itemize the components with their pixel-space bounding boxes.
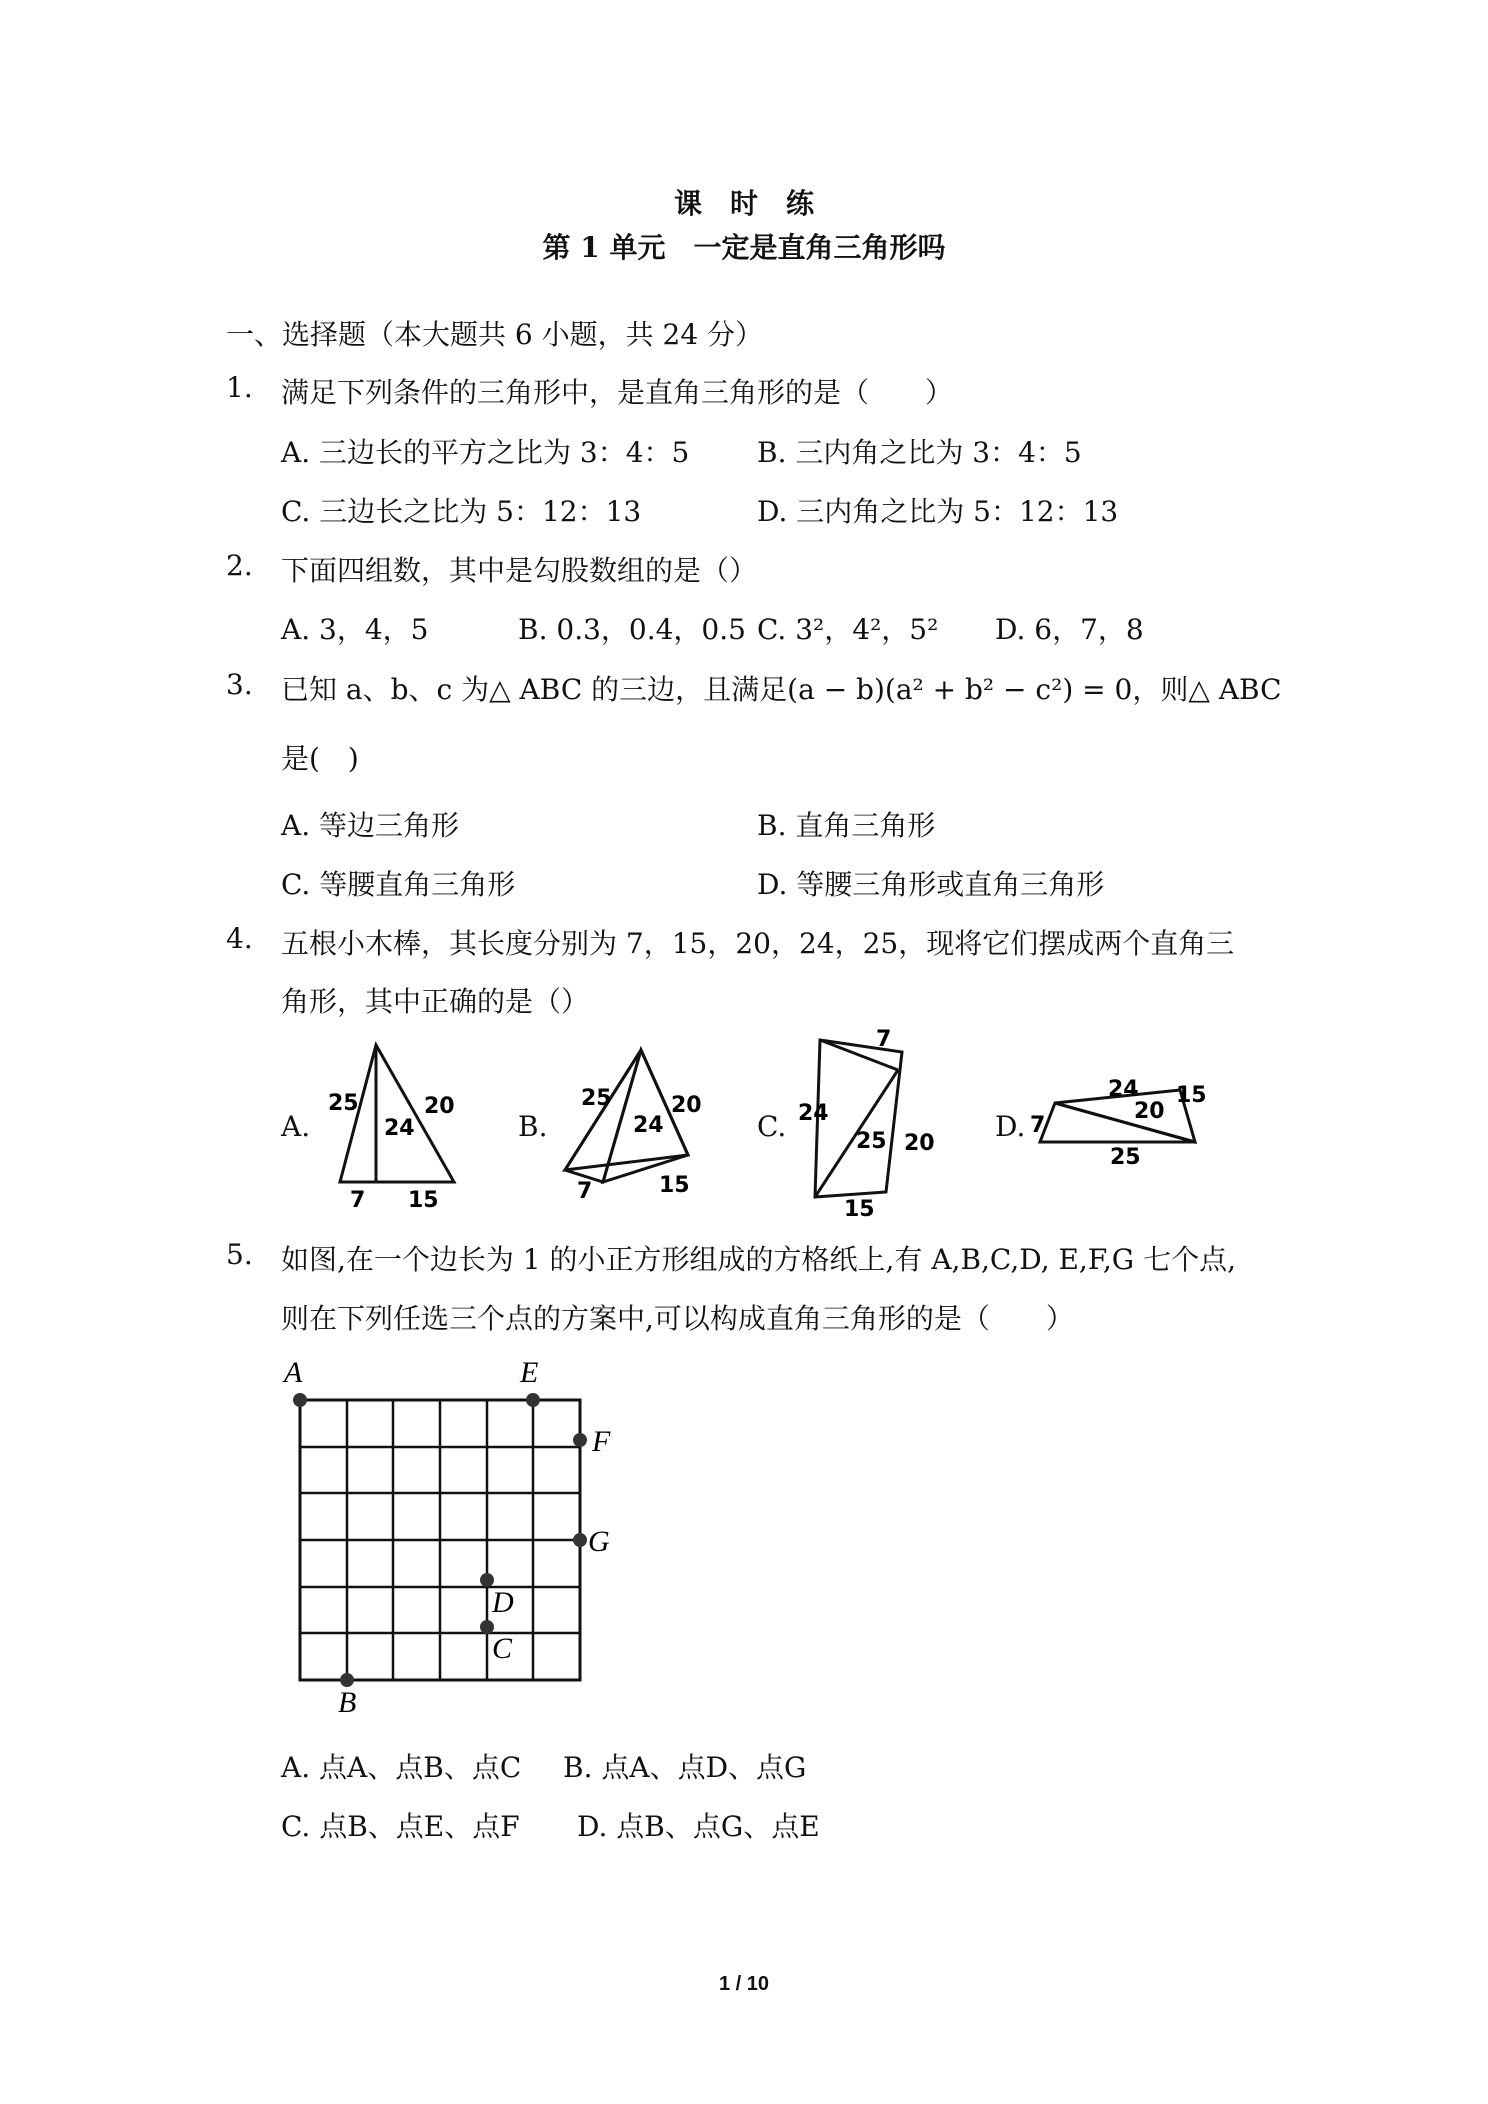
question-text-line2: 则在下列任选三个点的方案中,可以构成直角三角形的是（ ） <box>281 1302 1074 1335</box>
point-b-dot <box>340 1673 354 1687</box>
triangle-figure-a <box>320 1030 490 1210</box>
option-b: B. 直角三角形 <box>757 809 936 842</box>
figure-option-b-label: B. <box>518 1110 548 1143</box>
side-label: 15 <box>659 1173 690 1198</box>
side-label: 7 <box>876 1027 892 1052</box>
side-label: 7 <box>350 1188 366 1210</box>
grid-figure <box>270 1340 650 1740</box>
option-c: C. 等腰直角三角形 <box>281 868 516 901</box>
question-text-line1: 五根小木棒，其长度分别为 7，15，20，24，25，现将它们摆成两个直角三 <box>281 927 1235 960</box>
question-text-line2: 角形，其中正确的是（） <box>281 985 590 1018</box>
side-label: 20 <box>671 1093 702 1118</box>
side-label: 25 <box>1110 1145 1141 1170</box>
figure-option-c-label: C. <box>757 1110 787 1143</box>
option-c: C. 3²，4²，5² <box>757 613 939 646</box>
document-subtitle: 第 1 单元 一定是直角三角形吗 <box>542 231 946 264</box>
section-heading: 一、选择题（本大题共 6 小题，共 24 分） <box>226 318 764 351</box>
point-e-label: E <box>520 1356 539 1389</box>
question-text: 下面四组数，其中是勾股数组的是（） <box>281 554 758 587</box>
side-label: 24 <box>633 1113 664 1138</box>
triangle-figure-b <box>555 1030 725 1210</box>
side-label: 15 <box>844 1197 875 1220</box>
point-c-label: C <box>492 1632 513 1665</box>
side-label: 20 <box>904 1131 935 1156</box>
side-label: 20 <box>424 1094 455 1119</box>
question-text-line1: 如图,在一个边长为 1 的小正方形组成的方格纸上,有 A,B,C,D, E,F,G 七个点, <box>281 1243 1236 1276</box>
side-label: 24 <box>798 1101 829 1126</box>
option-c: C. 点B、点E、点F <box>281 1810 520 1843</box>
option-d: D. 6，7，8 <box>995 613 1144 646</box>
point-a-dot <box>293 1393 307 1407</box>
question-number: 1. <box>226 371 253 404</box>
side-label: 7 <box>577 1179 593 1204</box>
question-number: 3. <box>226 668 253 701</box>
point-b-label: B <box>338 1686 357 1719</box>
side-label: 24 <box>1108 1077 1139 1102</box>
side-label: 15 <box>1176 1083 1207 1108</box>
option-d: D. 等腰三角形或直角三角形 <box>757 868 1105 901</box>
point-d-label: D <box>492 1586 514 1619</box>
option-b: B. 0.3，0.4，0.5 <box>518 613 746 646</box>
figure-option-a-label: A. <box>281 1110 311 1143</box>
page-number: 1 / 10 <box>718 1973 770 1995</box>
figure-option-d-label: D. <box>995 1110 1026 1143</box>
side-label: 15 <box>408 1188 439 1210</box>
option-a: A. 3，4，5 <box>281 613 429 646</box>
side-label: 25 <box>856 1129 887 1154</box>
point-f-dot <box>573 1433 587 1447</box>
option-c: C. 三边长之比为 5：12：13 <box>281 495 642 528</box>
side-label: 25 <box>328 1091 359 1116</box>
side-label: 7 <box>1030 1113 1046 1138</box>
option-b: B. 点A、点D、点G <box>563 1751 807 1784</box>
question-text: 满足下列条件的三角形中，是直角三角形的是（ ） <box>281 376 954 409</box>
point-g-label: G <box>588 1525 610 1558</box>
option-d: D. 三内角之比为 5：12：13 <box>757 495 1119 528</box>
option-d: D. 点B、点G、点E <box>577 1810 820 1843</box>
triangle-figure-d <box>1030 1060 1210 1180</box>
option-b: B. 三内角之比为 3：4：5 <box>757 436 1082 469</box>
question-number: 4. <box>226 922 253 955</box>
grid-lines <box>300 1400 580 1680</box>
point-a-label: A <box>284 1356 303 1389</box>
option-a: A. 点A、点B、点C <box>281 1751 522 1784</box>
question-text-line1: 已知 a、b、c 为△ ABC 的三边，且满足(a − b)(a² + b² − c²) = 0，则△ ABC <box>281 673 1282 706</box>
point-f-label: F <box>592 1425 611 1458</box>
document-title: 课 时 练 <box>673 187 814 220</box>
rectangle-figure-c <box>790 1020 950 1220</box>
option-a: A. 三边长的平方之比为 3：4：5 <box>281 436 690 469</box>
side-label: 25 <box>581 1086 612 1111</box>
point-e-dot <box>526 1393 540 1407</box>
point-d-dot <box>480 1573 494 1587</box>
question-text-line2: 是( ) <box>281 742 359 775</box>
point-g-dot <box>573 1533 587 1547</box>
side-label: 20 <box>1134 1099 1165 1124</box>
option-a: A. 等边三角形 <box>281 809 460 842</box>
side-label: 24 <box>384 1116 415 1141</box>
question-number: 2. <box>226 549 253 582</box>
question-number: 5. <box>226 1238 253 1271</box>
